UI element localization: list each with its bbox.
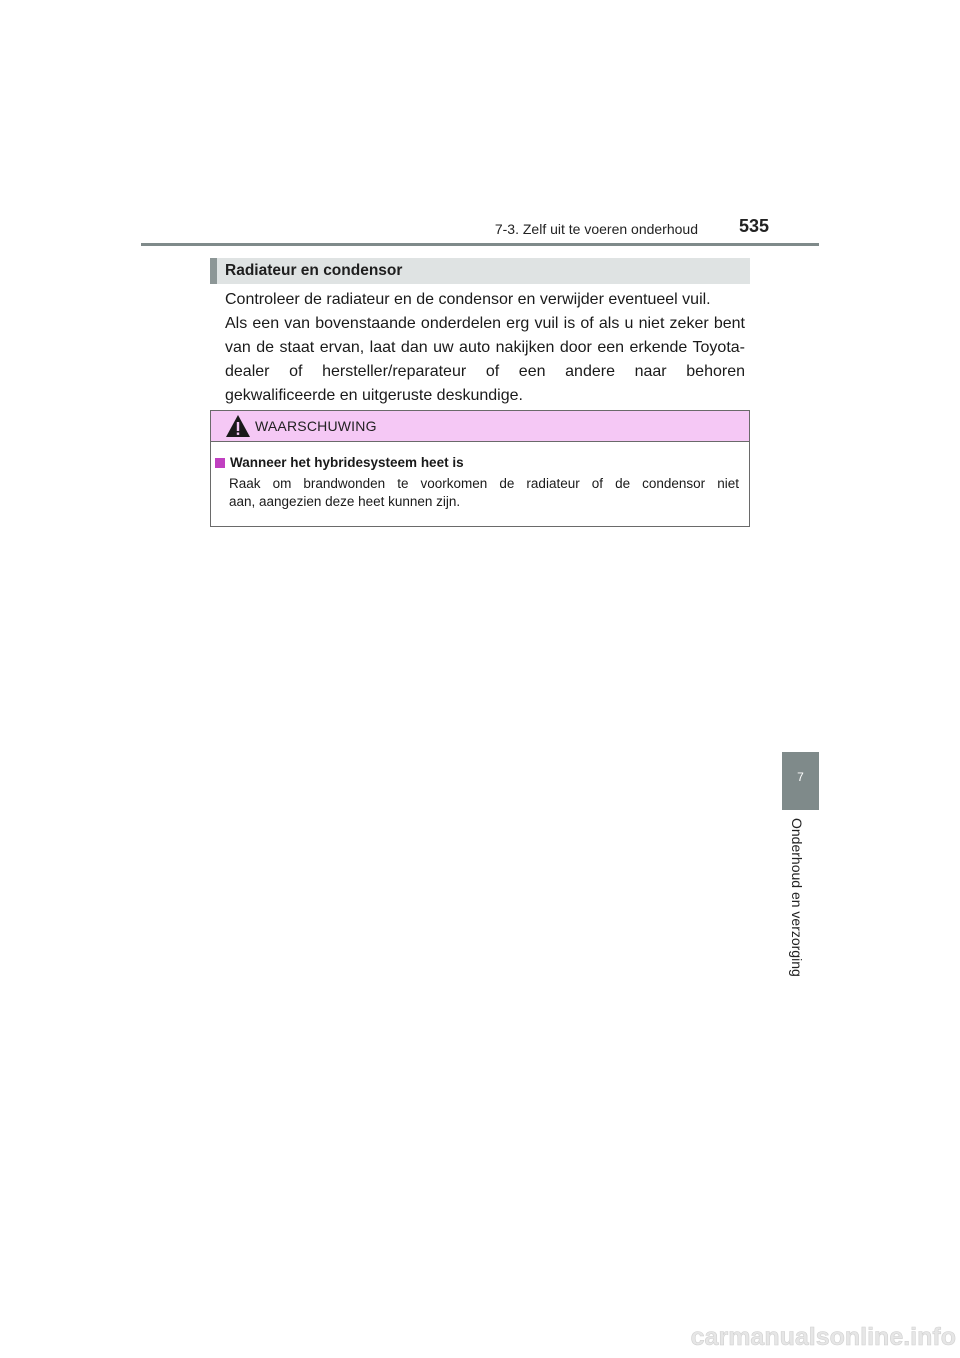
watermark-text: carmanualsonline.info <box>690 1323 956 1351</box>
header-divider <box>141 243 819 246</box>
chapter-tab <box>782 752 819 810</box>
warning-item-text-line2: aan, aangezien deze heet kunnen zijn. <box>229 494 461 509</box>
page-number: 535 <box>739 216 770 236</box>
chapter-title-text: Onderhoud en verzorging <box>789 818 805 977</box>
section-reference: 7-3. Zelf uit te voeren onderhoud <box>494 221 698 237</box>
section-body <box>225 288 745 408</box>
warning-box <box>210 410 750 527</box>
body-paragraph-2: Als een van bovenstaande onderdelen erg vuil is of als u niet zeker bent van de staat ervan, laat dan uw auto nakijken door een erkende Toyota-dealer of hersteller/reparateur of een andere naar behoren gekwalificeerde en uitgeruste deskundige. <box>225 315 745 404</box>
bullet-square-icon <box>215 458 225 468</box>
section-heading-text: Radiateur en condensor <box>225 262 403 279</box>
warning-label: WAARSCHUWING <box>255 418 377 434</box>
warning-item-text-line1: Raak om brandwonden te voorkomen de radiateur of de condensor niet <box>229 476 739 491</box>
warning-header <box>211 411 749 442</box>
body-paragraph-1: Controleer de radiateur en de condensor en verwijder eventueel vuil. <box>225 291 711 308</box>
chapter-title-vertical <box>783 818 813 988</box>
warning-item-title <box>215 455 464 470</box>
page-header <box>0 0 960 250</box>
watermark-logo <box>660 1318 960 1354</box>
section-heading <box>210 258 750 284</box>
warning-triangle-icon <box>225 414 251 438</box>
warning-item-title-text: Wanneer het hybridesysteem heet is <box>230 455 464 470</box>
chapter-number: 7 <box>797 770 804 784</box>
warning-item-text <box>229 475 739 511</box>
